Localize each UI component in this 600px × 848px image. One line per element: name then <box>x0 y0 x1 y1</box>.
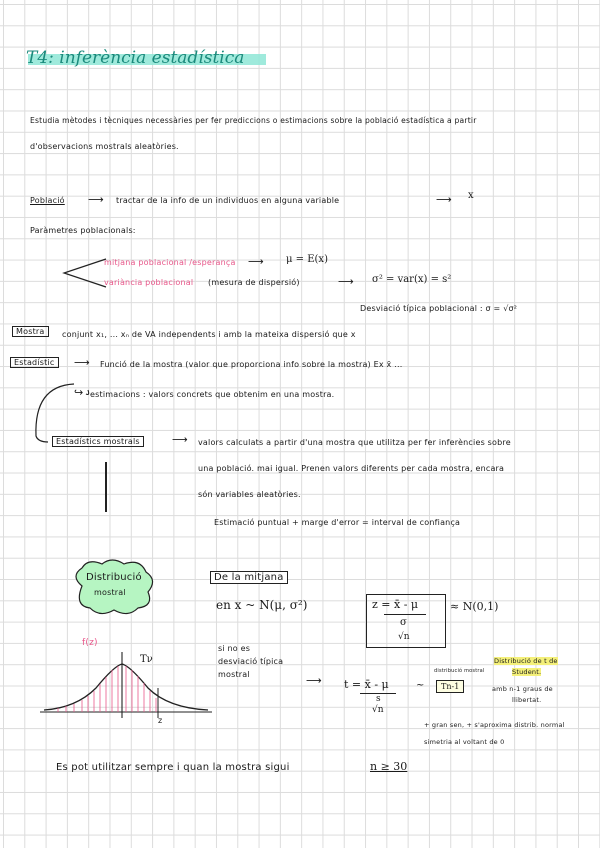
tilde-icon: ~ <box>416 680 425 691</box>
mostrals-line-4: Estimació puntual + marge d'error = interval de confiança <box>214 518 461 527</box>
graph-axis-label: z <box>158 716 163 725</box>
t-small-note: distribució mostral <box>434 668 485 674</box>
arrow-icon: ↪ <box>74 386 84 399</box>
mitjana-label: mitjana poblacional /esperança <box>104 258 236 267</box>
mitjana-box: De la mitjana <box>210 571 288 584</box>
student-line-1: Distribució de t de <box>494 657 558 665</box>
graph-label: f(z) <box>82 638 98 648</box>
vertical-stroke <box>105 462 107 512</box>
estadistics-mostrals-label: Estadístics mostrals <box>52 436 144 447</box>
title-block <box>22 48 267 68</box>
z-formula-top: z = x̄ - μ <box>372 598 419 611</box>
mitjana-formula: μ = E(x) <box>286 254 328 265</box>
intro-line-1: Estudia mètodes i tècniques necessàries per fer prediccions o estimacions sobre la població estadística a partir <box>30 116 477 125</box>
poblacio-label: Població <box>30 196 65 205</box>
estadistic-label: Estadístic <box>10 357 59 368</box>
si-no-line-2: desviació típica <box>218 657 284 666</box>
arrow-icon: ⟶ <box>74 356 90 369</box>
poblacio-text: tractar de la info de un individuos en alguna variable <box>116 196 340 205</box>
cloud-title: Distribució <box>86 572 142 583</box>
arrow-icon: ⟶ <box>88 193 104 206</box>
mostrals-line-2: una població. mai igual. Prenen valors diferents per cada mostra, encara <box>198 464 505 473</box>
arrow-icon: ⟶ <box>248 255 264 268</box>
desviacio-text: Desviació típica poblacional : σ = √σ² <box>360 304 518 313</box>
t-sqrtn: √n <box>372 705 384 715</box>
variancia-label: variància poblacional <box>104 278 194 287</box>
arrow-icon: ⟶ <box>436 193 452 206</box>
cloud-subtitle: mostral <box>94 588 126 597</box>
fraction-bar <box>384 614 426 615</box>
x-mark: x <box>468 190 474 201</box>
brace-icon <box>58 255 108 289</box>
z-sigma: σ <box>400 617 407 628</box>
page-title: T4: inferència estadística <box>26 48 245 68</box>
student-line-2: Student. <box>512 668 542 676</box>
mostrals-line-3: són variables aleatòries. <box>198 490 301 499</box>
arrow-icon: ⟶ <box>338 275 354 288</box>
estadistic-text: Funció de la mostra (valor que proporciona info sobre la mostra) Ex x̄ ... <box>100 360 403 369</box>
z-result: ≈ N(0,1) <box>450 600 499 613</box>
footer-condition: n ≥ 30 <box>370 760 408 773</box>
si-no-line-1: si no es <box>218 644 251 653</box>
en-x-formula: en x ~ N(μ, σ²) <box>216 598 308 612</box>
intro-line-2: d'observacions mostrals aleatòries. <box>30 142 179 151</box>
footer-text: Es pot utilitzar sempre i quan la mostra sigui <box>56 762 290 773</box>
arrow-icon: ⟶ <box>172 433 188 446</box>
variancia-formula: σ² = var(x) = s² <box>372 274 452 285</box>
graus-line-2: llibertat. <box>512 696 542 704</box>
t-result: Tn-1 <box>436 680 464 693</box>
params-label: Paràmetres poblacionals: <box>30 226 136 235</box>
mostra-label: Mostra <box>12 326 49 337</box>
graus-line-1: amb n-1 graus de <box>492 685 553 693</box>
variancia-paren: (mesura de dispersió) <box>208 278 300 287</box>
mostrals-line-1: valors calculats a partir d'una mostra que utilitza per fer inferències sobre <box>198 438 511 447</box>
arrow-icon: ⟶ <box>306 674 322 687</box>
t-s: s <box>376 694 381 704</box>
t-formula-top: t = x̄ - μ <box>344 678 389 691</box>
z-sqrtn: √n <box>398 632 410 642</box>
normal-curve-graph <box>36 648 216 720</box>
bullet-2: simetria al voltant de 0 <box>424 738 505 746</box>
cloud-shape <box>68 556 154 616</box>
si-no-line-3: mostral <box>218 670 250 679</box>
estimacions-text: estimacions : valors concrets que obtenim en una mostra. <box>90 390 335 399</box>
bullet-1: + gran sen, + s'aproxima distrib. normal <box>424 721 565 729</box>
mostra-text: conjunt x₁, ... xₙ de VA independents i amb la mateixa dispersió que x <box>62 330 356 339</box>
graph-mark: Tν <box>140 654 153 665</box>
